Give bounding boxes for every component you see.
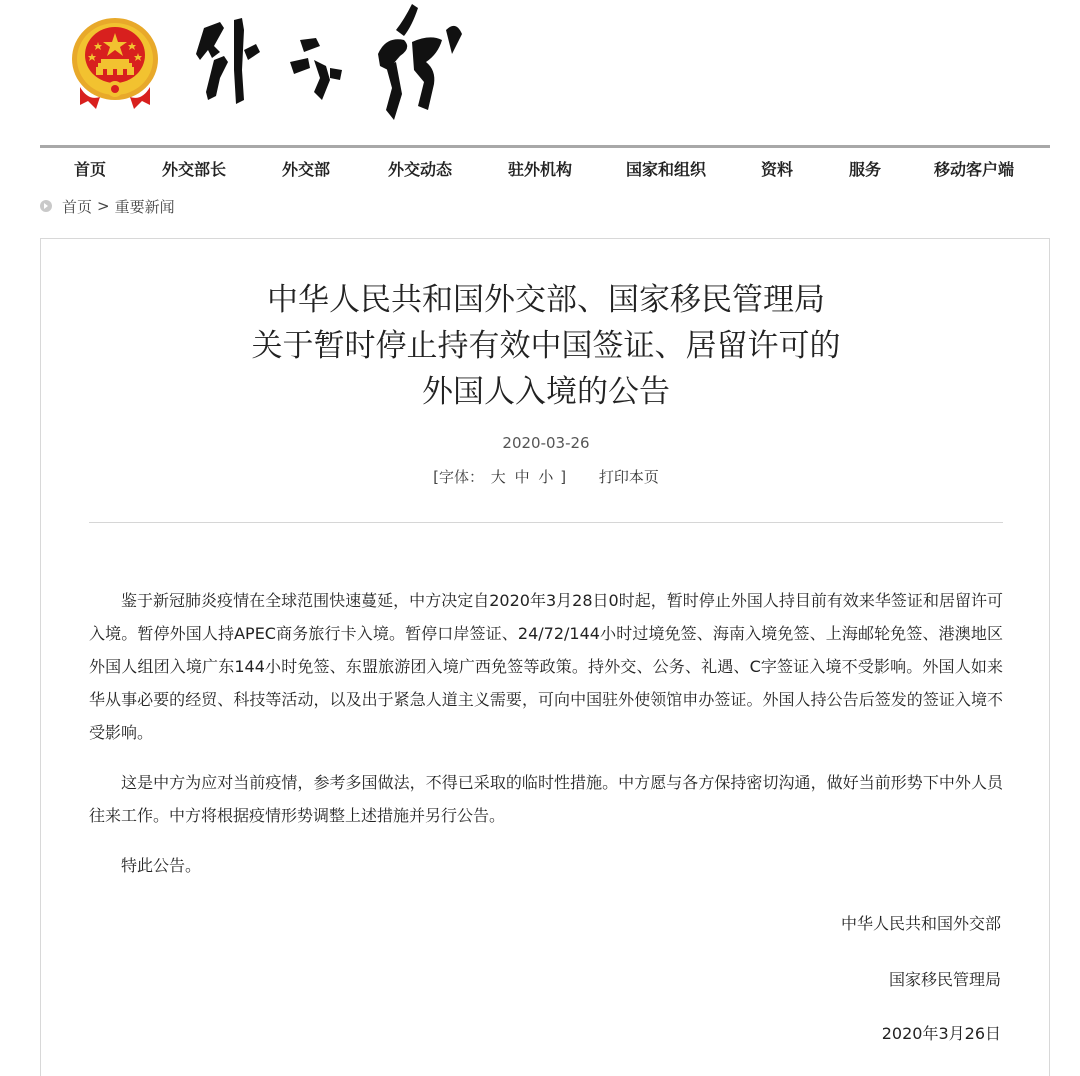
print-page-button[interactable]: 打印本页 xyxy=(598,468,659,486)
article-paragraph: 鉴于新冠肺炎疫情在全球范围快速蔓延，中方决定自2020年3月28日0时起，暂时停止外国人持目前有效来华签证和居留许可入境。暂停外国人持APEC商务旅行卡入境。暂停口岸签证、24/72/144小时过境免签、海南入境免签、上海邮轮免签、港澳地区外国人组团入境广东144小时免签、东盟旅游团入境广西免签等政策。持外交、公务、礼遇、C字签证入境不受影响。外国人如来华从事必要的经贸、科技等活动，以及出于紧急人道主义需要，可向中国驻外使领馆申办签证。外国人持公告后签发的签证入境不受影响。 xyxy=(89,591,1003,742)
breadcrumb xyxy=(40,196,175,216)
font-size-label-close: ] xyxy=(560,468,567,486)
article-tools xyxy=(41,466,1051,487)
article-title xyxy=(41,277,1051,415)
site-header xyxy=(0,0,1080,145)
ministry-logo-calligraphy[interactable] xyxy=(190,0,470,130)
nav-ministry[interactable]: 外交部 xyxy=(282,160,331,179)
article-date: 2020-03-26 xyxy=(502,434,590,452)
article-body xyxy=(89,584,1003,899)
signature-immigration: 国家移民管理局 xyxy=(888,970,1001,989)
article-title-line: 外国人入境的公告 xyxy=(422,374,670,410)
nav-diplomatic-news[interactable]: 外交动态 xyxy=(388,160,453,179)
title-divider xyxy=(89,522,1003,523)
nav-minister[interactable]: 外交部长 xyxy=(162,160,227,179)
nav-countries-organizations[interactable]: 国家和组织 xyxy=(626,160,707,179)
font-size-label-open: [字体： xyxy=(433,468,485,486)
nav-missions-abroad[interactable]: 驻外机构 xyxy=(508,160,573,179)
nav-resources[interactable]: 资料 xyxy=(761,160,794,179)
article-title-line: 中华人民共和国外交部、国家移民管理局 xyxy=(267,282,825,318)
article-title-line: 关于暂时停止持有效中国签证、居留许可的 xyxy=(251,328,841,364)
national-emblem-icon[interactable] xyxy=(70,15,160,111)
font-large-button[interactable]: 大 xyxy=(490,468,506,486)
breadcrumb-separator: > xyxy=(97,197,110,215)
nav-services[interactable]: 服务 xyxy=(849,160,882,179)
main-nav xyxy=(40,145,1050,189)
signature-date: 2020年3月26日 xyxy=(881,1024,1001,1043)
font-medium-button[interactable]: 中 xyxy=(514,468,530,486)
breadcrumb-arrow-icon xyxy=(40,200,52,212)
article-paragraph: 特此公告。 xyxy=(121,856,202,875)
breadcrumb-home[interactable]: 首页 xyxy=(62,197,93,216)
breadcrumb-current[interactable]: 重要新闻 xyxy=(114,197,175,216)
nav-home[interactable]: 首页 xyxy=(74,160,107,179)
article-paragraph: 这是中方为应对当前疫情，参考多国做法，不得已采取的临时性措施。中方愿与各方保持密切沟通，做好当前形势下中外人员往来工作。中方将根据疫情形势调整上述措施并另行公告。 xyxy=(89,773,1003,825)
signature-ministry: 中华人民共和国外交部 xyxy=(840,914,1001,933)
article-container xyxy=(40,238,1050,1076)
nav-mobile-client[interactable]: 移动客户端 xyxy=(934,160,1015,179)
font-small-button[interactable]: 小 xyxy=(538,468,554,486)
